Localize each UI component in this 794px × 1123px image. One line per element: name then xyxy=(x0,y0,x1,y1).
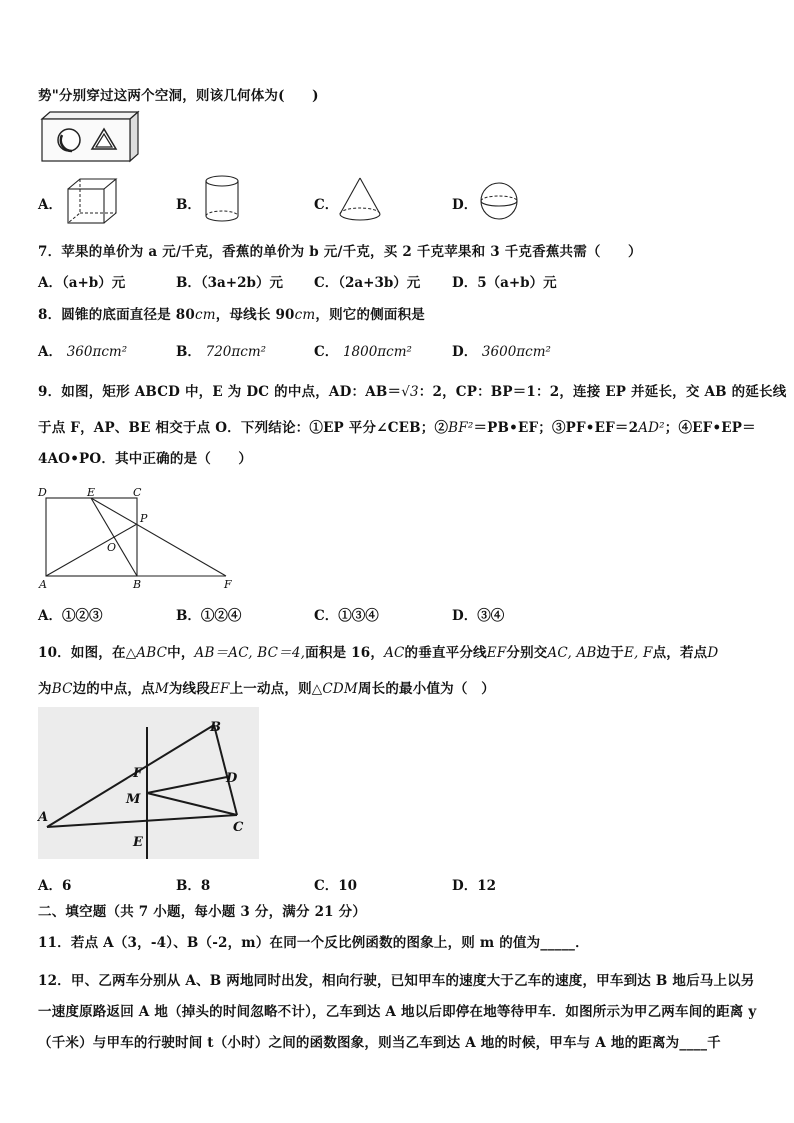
q7-option-b[interactable]: B．（3a+2b）元 xyxy=(176,275,283,291)
q9-option-d[interactable]: D．③④ xyxy=(452,608,505,624)
q7-stem: 7．苹果的单价为 a 元/千克，香蕉的单价为 b 元/千克，买 2 千克苹果和 3 千克香蕉共需（ ） xyxy=(38,244,642,260)
cone-icon xyxy=(337,176,383,224)
label-p: P xyxy=(140,512,148,525)
photo-label-d: D xyxy=(226,771,238,786)
hole-board-figure xyxy=(40,111,140,165)
q12-stem-line-3: （千米）与甲车的行驶时间 t（小时）之间的函数图象，则当乙车到达 A 地的时候，甲车与 A 地的距离为____千 xyxy=(38,1035,721,1051)
q9-option-c[interactable]: C．①③④ xyxy=(314,608,379,624)
label-a: A xyxy=(39,578,47,591)
q10-option-c[interactable]: C．10 xyxy=(314,878,358,894)
q7-option-a[interactable]: A．（a+b）元 xyxy=(38,275,126,291)
q9-stem-line-1: 9．如图，矩形 ABCD 中，E 为 DC 的中点，AD：AB＝√3：2，CP：BP＝1：2，连接 EP 并延长，交 AB 的延长线 xyxy=(38,384,787,400)
q10-option-d[interactable]: D．12 xyxy=(452,878,496,894)
q10-option-b[interactable]: B．8 xyxy=(176,878,211,894)
photo-label-f: F xyxy=(133,766,143,781)
q6-option-b-key[interactable]: B． xyxy=(176,197,201,213)
label-c: C xyxy=(133,486,142,499)
q6-option-a-key[interactable]: A． xyxy=(38,197,62,213)
photo-label-a: A xyxy=(38,810,49,825)
photo-label-e: E xyxy=(133,835,143,850)
label-e: E xyxy=(87,486,96,499)
q8-option-a[interactable]: A． 360πcm² xyxy=(38,344,128,360)
sphere-icon xyxy=(478,181,520,221)
q6-option-c-key[interactable]: C． xyxy=(314,197,339,213)
q10-option-a[interactable]: A．6 xyxy=(38,878,72,894)
label-o: O xyxy=(107,541,117,554)
q6-intro: 势"分别穿过这两个空洞，则该几何体为( ) xyxy=(38,88,319,104)
q9-option-a[interactable]: A．①②③ xyxy=(38,608,103,624)
q9-option-b[interactable]: B．①②④ xyxy=(176,608,242,624)
label-b: B xyxy=(133,578,142,591)
cube-icon xyxy=(66,177,118,225)
cylinder-icon xyxy=(203,174,241,224)
q10-stem-line-1: 10．如图，在△ABC中，AB＝AC, BC＝4,面积是 16，AC的垂直平分线EF分别交AC, AB边于E, F点，若点D xyxy=(38,645,719,661)
q10-stem-line-2: 为BC边的中点，点M为线段EF上一动点，则△CDM周长的最小值为（ ） xyxy=(38,681,495,697)
label-d: D xyxy=(38,486,47,499)
q9-stem-line-3: 4AO•PO．其中正确的是（ ） xyxy=(38,451,253,467)
q8-option-d[interactable]: D． 3600πcm² xyxy=(452,344,551,360)
q9-stem-line-2: 于点 F，AP、BE 相交于点 O．下列结论：①EP 平分∠CEB；②BF²＝PB•EF；③PF•EF＝2AD²；④EF•EP＝ xyxy=(38,420,756,436)
q8-stem: 8．圆锥的底面直径是 80cm，母线长 90cm，则它的侧面积是 xyxy=(38,307,426,323)
photo-label-c: C xyxy=(233,820,244,835)
q8-option-c[interactable]: C． 1800πcm² xyxy=(314,344,412,360)
photo-label-m: M xyxy=(126,792,141,807)
section-2-heading: 二、填空题（共 7 小题，每小题 3 分，满分 21 分） xyxy=(38,904,367,920)
photo-label-b: B xyxy=(210,720,221,735)
q7-option-d[interactable]: D．5（a+b）元 xyxy=(452,275,557,291)
q9-rectangle-figure xyxy=(36,484,246,591)
q10-triangle-photo xyxy=(38,707,259,859)
q6-option-d-key[interactable]: D． xyxy=(452,197,478,213)
q7-option-c[interactable]: C．（2a+3b）元 xyxy=(314,275,421,291)
q11-stem: 11．若点 A（3，-4）、B（-2，m）在同一个反比例函数的图象上，则 m 的值为_____． xyxy=(38,935,589,951)
q12-stem-line-1: 12．甲、乙两车分别从 A、B 两地同时出发，相向行驶，已知甲车的速度大于乙车的速度，甲车到达 B 地后马上以另 xyxy=(38,973,755,989)
q12-stem-line-2: 一速度原路返回 A 地（掉头的时间忽略不计），乙车到达 A 地以后即停在地等待甲车．如图所示为甲乙两车间的距离 y xyxy=(38,1004,757,1020)
label-f: F xyxy=(224,578,232,591)
q8-option-b[interactable]: B． 720πcm² xyxy=(176,344,267,360)
